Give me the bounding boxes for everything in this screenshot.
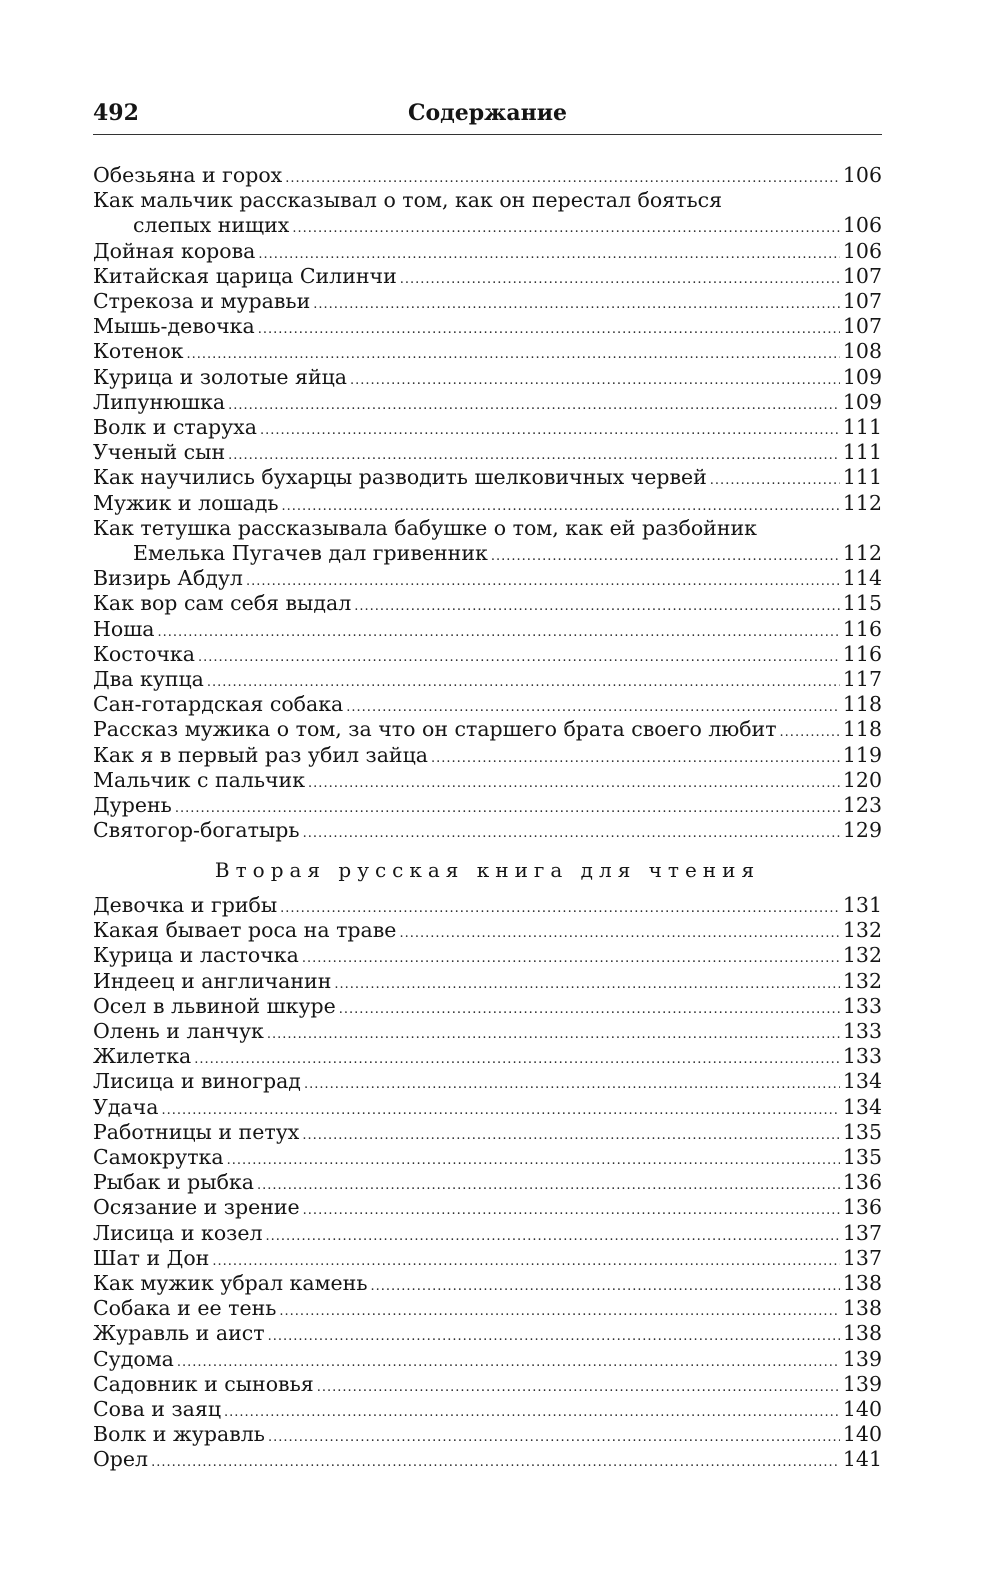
- toc-entry: [93, 717, 882, 742]
- toc-entry-page: 138: [842, 1321, 882, 1346]
- toc-entry: [93, 491, 882, 516]
- toc-entry-page: 111: [842, 465, 882, 490]
- toc-entry-title: Олень и ланчук: [93, 1019, 264, 1043]
- toc-entry-title: Девочка и грибы: [93, 893, 278, 917]
- toc-entry: [93, 1195, 882, 1220]
- toc-entry: [93, 943, 882, 968]
- toc-entry-page: 139: [842, 1346, 882, 1371]
- toc-entry-title: Садовник и сыновья: [93, 1371, 314, 1396]
- toc-entry-title: Собака и ее тень: [93, 1296, 277, 1321]
- toc-entry-title: Мужик и лошадь: [93, 490, 279, 515]
- toc-entry-page: 129: [842, 818, 882, 843]
- toc-entry-page: 141: [842, 1447, 882, 1472]
- toc-entry: [93, 1145, 882, 1170]
- toc-entry: [93, 1044, 882, 1069]
- toc-entry: [93, 1170, 882, 1195]
- toc-entry-title: Судома: [93, 1346, 174, 1371]
- toc-entry-page: 107: [842, 314, 882, 339]
- toc-entry-page: 109: [842, 364, 882, 389]
- toc-entry-title: Шат и Дон: [93, 1245, 210, 1270]
- toc-entry-page: 119: [842, 742, 882, 767]
- toc-entry-title: Курица и ласточка: [93, 943, 299, 968]
- toc-entry-title: Рыбак и рыбка: [93, 1170, 254, 1195]
- toc-entry-title: Жилетка: [93, 1044, 192, 1069]
- toc-entry: [93, 918, 882, 943]
- toc-entry-title: Стрекоза и муравьи: [93, 289, 311, 313]
- page-number: 492: [93, 100, 139, 126]
- toc-entry: [93, 1069, 882, 1094]
- toc-entry-page: 134: [842, 1094, 882, 1119]
- toc-entry: [93, 390, 882, 415]
- toc-entry-title: Как мальчик рассказывал о том, как он перестал бояться: [93, 188, 723, 213]
- toc-entry-page: 111: [842, 440, 882, 465]
- toc-entry: [93, 1372, 882, 1397]
- toc-entry: [93, 893, 882, 918]
- toc-entry: [93, 465, 882, 490]
- toc-entry-page: 132: [842, 968, 882, 993]
- toc-entry-title: Индеец и англичанин: [93, 968, 332, 993]
- toc-entry-page: 132: [842, 943, 882, 968]
- toc-entry: [93, 163, 882, 188]
- toc-entry-page: 120: [842, 767, 882, 792]
- toc-entry-title: Китайская царица Силинчи: [93, 263, 397, 288]
- toc-entry-page: 133: [842, 1019, 882, 1043]
- toc-entry: [93, 1271, 882, 1296]
- toc-entry-title: Ученый сын: [93, 440, 226, 465]
- toc-entry: [93, 1120, 882, 1145]
- toc-entry: [93, 1321, 882, 1346]
- toc-entry-page: 140: [842, 1397, 882, 1421]
- toc-entry: [93, 1296, 882, 1321]
- toc-entry: [93, 1221, 882, 1246]
- toc-entry-title: Обезьяна и горох: [93, 163, 283, 187]
- toc-entry-title: Как вор сам себя выдал: [93, 591, 352, 616]
- toc-entry-page: 109: [842, 389, 882, 414]
- toc-entry: [93, 566, 882, 591]
- toc-entry-page: 139: [842, 1371, 882, 1396]
- toc-entry: [93, 239, 882, 264]
- toc-entry: [93, 289, 882, 314]
- toc-entry: [93, 440, 882, 465]
- toc-entry: [93, 1347, 882, 1372]
- toc-entry-page: 114: [842, 566, 882, 591]
- toc-entry-title: Волк и старуха: [93, 415, 257, 439]
- toc-entry: [93, 1246, 882, 1271]
- toc-entry-page: 116: [842, 641, 882, 666]
- toc-entry-title: Сан-готардская собака: [93, 692, 344, 717]
- toc-entry: [93, 1397, 882, 1422]
- toc-entry-page: 140: [842, 1422, 882, 1447]
- toc-entry: [133, 213, 882, 238]
- toc-entry-page: 134: [842, 1069, 882, 1094]
- toc-entry-title: Рассказ мужика о том, за что он старшего брата своего любит: [93, 717, 777, 742]
- toc-entry: [93, 1422, 882, 1447]
- toc-entry-page: 111: [842, 415, 882, 439]
- toc-entry-page: 133: [842, 1044, 882, 1069]
- toc-entry-title: Два купца: [93, 667, 204, 691]
- toc-entry: [93, 743, 882, 768]
- toc-entry-page: 131: [842, 893, 882, 917]
- toc-entry-page: 118: [842, 717, 882, 742]
- toc-entry-page: 138: [842, 1296, 882, 1321]
- toc-entry: [93, 818, 882, 843]
- toc-entry-page: 106: [842, 163, 882, 187]
- toc-entry-page: 136: [842, 1170, 882, 1195]
- toc-entry-title: Орел: [93, 1447, 149, 1472]
- toc-entry-title: Курица и золотые яйца: [93, 364, 348, 389]
- toc-entry-title: Липунюшка: [93, 389, 226, 414]
- toc-entry-title: Сова и заяц: [93, 1397, 222, 1421]
- toc-entry: [93, 692, 882, 717]
- toc-entry: [133, 541, 882, 566]
- toc-entry: [93, 642, 882, 667]
- toc-entry-title: Как научились бухарцы разводить шелковичных червей: [93, 465, 707, 490]
- running-title: Содержание: [407, 100, 568, 126]
- toc-entry-page: 117: [842, 667, 882, 691]
- toc-entry-title: Мышь-девочка: [93, 314, 255, 339]
- toc-entry-title: Ноша: [93, 616, 155, 641]
- toc-entry-page: 136: [842, 1195, 882, 1220]
- toc-entry: [93, 415, 882, 440]
- toc-entry-title: Удача: [93, 1094, 159, 1119]
- toc-entry-page: 106: [842, 238, 882, 263]
- toc-entry-title: Лисица и виноград: [93, 1069, 301, 1094]
- toc-entry-title: Волк и журавль: [93, 1422, 265, 1447]
- toc-entry-title: Емелька Пугачев дал гривенник: [133, 541, 488, 565]
- toc-entry: [93, 591, 882, 616]
- toc-entry-title: Журавль и аист: [93, 1321, 265, 1346]
- toc-entry: [93, 188, 882, 213]
- toc-entry-page: 123: [842, 793, 882, 817]
- toc-entry-title: Осязание и зрение: [93, 1195, 300, 1220]
- toc-entry: [93, 667, 882, 692]
- toc-entry-title: Дойная корова: [93, 238, 256, 263]
- page-header: [93, 100, 882, 132]
- toc-entry-title: Дурень: [93, 793, 172, 817]
- toc-entry-page: 116: [842, 616, 882, 641]
- toc-entry: [93, 1095, 882, 1120]
- toc-entry: [93, 1019, 882, 1044]
- toc-entry: [93, 969, 882, 994]
- toc-entry-title: Осел в львиной шкуре: [93, 993, 336, 1018]
- header-rule: [93, 134, 882, 135]
- toc-entry-page: 112: [842, 490, 882, 515]
- toc-entry-title: Мальчик с пальчик: [93, 767, 306, 792]
- toc-entry: [93, 617, 882, 642]
- toc-entry-page: 112: [842, 541, 882, 565]
- toc-entry-title: Как тетушка рассказывала бабушке о том, как ей разбойник: [93, 515, 757, 540]
- toc-entry-page: 107: [842, 289, 882, 313]
- toc-entry-page: 135: [842, 1119, 882, 1144]
- dot-leader: [303, 821, 840, 846]
- toc-entry-title: Самокрутка: [93, 1145, 224, 1169]
- toc-entry-page: 137: [842, 1245, 882, 1270]
- toc-entry-title: Какая бывает роса на траве: [93, 918, 397, 943]
- section-heading: Вторая русская книга для чтения: [214, 858, 761, 882]
- toc-entry-page: 137: [842, 1220, 882, 1245]
- toc-entry: [93, 994, 882, 1019]
- toc-entry: [93, 314, 882, 339]
- toc-entry-page: 108: [842, 339, 882, 364]
- toc-entry-title: Святогор-богатырь: [93, 818, 300, 843]
- toc-entry: [93, 768, 882, 793]
- toc-entry-page: 132: [842, 918, 882, 943]
- dot-leader: [151, 1450, 840, 1475]
- toc-entry-title: Котенок: [93, 339, 184, 364]
- toc-entry-title: Работницы и петух: [93, 1119, 300, 1144]
- toc-entry: [93, 365, 882, 390]
- toc-entry-title: Визирь Абдул: [93, 566, 243, 591]
- toc-entry-page: 133: [842, 993, 882, 1018]
- toc-entry-page: 118: [842, 692, 882, 717]
- toc-entry: [93, 793, 882, 818]
- toc-entry-title: Косточка: [93, 641, 195, 666]
- toc-entry: [93, 339, 882, 364]
- toc-entry: [93, 1447, 882, 1472]
- toc-entry-title: Лисица и козел: [93, 1220, 263, 1245]
- toc-entry-title: слепых нищих: [133, 213, 290, 238]
- toc-entry-page: 115: [842, 591, 882, 616]
- toc-entry-title: Как мужик убрал камень: [93, 1271, 368, 1295]
- toc-entry: [93, 264, 882, 289]
- toc-entry-page: 107: [842, 263, 882, 288]
- toc-entry-title: Как я в первый раз убил зайца: [93, 742, 428, 767]
- toc-entry-page: 106: [842, 213, 882, 238]
- toc-entry-page: 135: [842, 1145, 882, 1169]
- toc-entry: [93, 516, 882, 541]
- toc-entry-page: 138: [842, 1271, 882, 1295]
